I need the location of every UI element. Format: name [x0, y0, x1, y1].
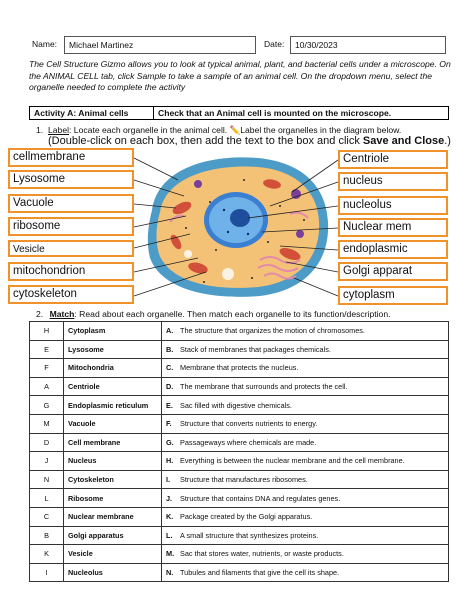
description-letter: M.	[166, 549, 175, 559]
activity-title: Activity A: Animal cells	[30, 107, 154, 119]
organelle-cell: Ribosome	[64, 489, 162, 508]
description-cell	[162, 507, 449, 526]
description-letter: G.	[166, 437, 174, 447]
label-box-nucleus[interactable]: nucleus	[338, 172, 448, 191]
description-text: Sac that stores water, nutrients, or waste products.	[180, 549, 344, 559]
description-cell	[162, 526, 449, 545]
q2-number: 2.	[36, 309, 44, 319]
description-cell	[162, 433, 449, 452]
answer-cell[interactable]: N	[30, 470, 64, 489]
answer-cell[interactable]: E	[30, 340, 64, 359]
description-letter: D.	[166, 382, 174, 392]
name-label: Name:	[32, 39, 58, 49]
match-row	[30, 563, 449, 582]
description-cell	[162, 489, 449, 508]
match-row	[30, 377, 449, 396]
organelle-cell: Nucleus	[64, 452, 162, 471]
header	[32, 36, 446, 54]
description-text: Passageways where chemicals are made.	[180, 437, 317, 447]
description-cell	[162, 340, 449, 359]
organelle-cell: Nucleolus	[64, 563, 162, 582]
animal-cell-illustration	[140, 150, 332, 302]
q1-label-word: Label	[48, 125, 70, 135]
description-text: Structure that converts nutrients to energy.	[180, 419, 318, 429]
organelle-cell: Endoplasmic reticulum	[64, 396, 162, 415]
answer-cell[interactable]: F	[30, 359, 64, 378]
answer-cell[interactable]: D	[30, 433, 64, 452]
description-cell	[162, 470, 449, 489]
organelle-cell: Nuclear membrane	[64, 507, 162, 526]
date-field[interactable]: 10/30/2023	[290, 36, 446, 54]
label-box-vacuole[interactable]: Vacuole	[8, 194, 134, 213]
organelle-cell: Vesicle	[64, 545, 162, 564]
organelle-cell: Centriole	[64, 377, 162, 396]
label-box-mitochondrion[interactable]: mitochondrion	[8, 262, 134, 281]
description-letter: H.	[166, 456, 174, 466]
match-row	[30, 545, 449, 564]
description-text: Sac filled with digestive chemicals.	[180, 400, 292, 410]
answer-cell[interactable]: G	[30, 396, 64, 415]
match-row	[30, 414, 449, 433]
answer-cell[interactable]: M	[30, 414, 64, 433]
answer-cell[interactable]: C	[30, 507, 64, 526]
description-letter: B.	[166, 344, 174, 354]
q1-text: : Locate each organelle in the animal cell. ✏️Label the organelles in the diagram below.	[69, 125, 402, 135]
description-letter: A.	[166, 326, 174, 336]
match-row	[30, 322, 449, 341]
label-box-nuclear-membrane[interactable]: Nuclear mem	[338, 218, 448, 237]
description-text: The membrane that surrounds and protects the cell.	[180, 382, 348, 392]
match-row	[30, 359, 449, 378]
match-row	[30, 507, 449, 526]
label-box-endoplasmic[interactable]: endoplasmic	[338, 240, 448, 259]
answer-cell[interactable]: A	[30, 377, 64, 396]
match-table	[29, 321, 449, 582]
description-cell	[162, 396, 449, 415]
description-cell	[162, 414, 449, 433]
organelle-cell: Cytoskeleton	[64, 470, 162, 489]
q2-label-word: Match	[49, 309, 75, 319]
q1-sub-suffix: .)	[444, 135, 451, 147]
organelle-cell: Lysosome	[64, 340, 162, 359]
date-label: Date:	[264, 39, 285, 49]
match-row	[30, 396, 449, 415]
q1-sub-prefix: (Double-click on each box, then add the text to the box and click	[48, 135, 363, 147]
organelle-cell: Vacuole	[64, 414, 162, 433]
description-cell	[162, 377, 449, 396]
organelle-cell: Cell membrane	[64, 433, 162, 452]
description-text: A small structure that synthesizes proteins.	[180, 530, 319, 540]
description-letter: I.	[166, 475, 171, 485]
match-row	[30, 470, 449, 489]
label-box-ribosome[interactable]: ribosome	[8, 217, 134, 236]
answer-cell[interactable]: L	[30, 489, 64, 508]
description-letter: N.	[166, 568, 174, 578]
description-text: Tubules and filaments that give the cell its shape.	[180, 568, 340, 578]
label-box-cytoskeleton[interactable]: cytoskeleton	[8, 285, 134, 304]
answer-cell[interactable]: K	[30, 545, 64, 564]
description-text: Stack of membranes that packages chemicals.	[180, 344, 331, 354]
match-row	[30, 489, 449, 508]
label-box-golgi[interactable]: Golgi apparat	[338, 262, 448, 281]
description-letter: E.	[166, 400, 173, 410]
organelle-cell: Golgi apparatus	[64, 526, 162, 545]
description-text: Structure that contains DNA and regulates genes.	[180, 493, 341, 503]
description-cell	[162, 563, 449, 582]
description-cell	[162, 359, 449, 378]
activity-bar	[29, 106, 449, 120]
organelle-cell: Cytoplasm	[64, 322, 162, 341]
description-cell	[162, 545, 449, 564]
description-text: Structure that manufactures ribosomes.	[180, 475, 308, 485]
q1-instruction	[48, 135, 451, 147]
match-row	[30, 340, 449, 359]
q1-number: 1.	[36, 125, 44, 135]
description-text: Membrane that protects the nucleus.	[180, 363, 299, 373]
match-row	[30, 452, 449, 471]
label-box-lysosome[interactable]: Lysosome	[8, 170, 134, 189]
label-box-cytoplasm[interactable]: cytoplasm	[338, 286, 448, 305]
q1-sub-bold: Save and Close	[362, 135, 445, 147]
label-box-nucleolus[interactable]: nucleolus	[338, 196, 448, 215]
name-field[interactable]: Michael Martinez	[64, 36, 256, 54]
answer-cell[interactable]: H	[30, 322, 64, 341]
description-letter: J.	[166, 493, 173, 503]
activity-instruction: Check that an Animal cell is mounted on the microscope.	[158, 108, 392, 118]
answer-cell[interactable]: I	[30, 563, 64, 582]
description-letter: F.	[166, 419, 172, 429]
description-text: Everything is between the nuclear membrane and the cell membrane.	[180, 456, 405, 466]
answer-cell[interactable]: J	[30, 452, 64, 471]
label-box-centriole[interactable]: Centriole	[338, 150, 448, 169]
match-row	[30, 433, 449, 452]
description-cell	[162, 322, 449, 341]
q2-text: : Read about each organelle. Then match each organelle to its function/description.	[74, 309, 391, 319]
answer-cell[interactable]: B	[30, 526, 64, 545]
intro-paragraph: The Cell Structure Gizmo allows you to look at typical animal, plant, and bacterial cells under a microscope. On the ANIMAL CELL tab, click Sample to take a sample of an animal cell. On the dropdown menu, select the organelle needed to complete the activity	[29, 59, 451, 93]
description-letter: L.	[166, 530, 173, 540]
organelle-cell: Mitochondria	[64, 359, 162, 378]
match-row	[30, 526, 449, 545]
description-text: Package created by the Golgi apparatus.	[180, 512, 313, 522]
description-cell	[162, 452, 449, 471]
label-box-vesicle[interactable]: Vesicle	[8, 240, 134, 257]
question-2	[36, 309, 391, 319]
label-box-cell-membrane[interactable]: cellmembrane	[8, 148, 134, 167]
description-text: The structure that organizes the motion of chromosomes.	[180, 326, 365, 336]
description-letter: K.	[166, 512, 174, 522]
description-letter: C.	[166, 363, 174, 373]
